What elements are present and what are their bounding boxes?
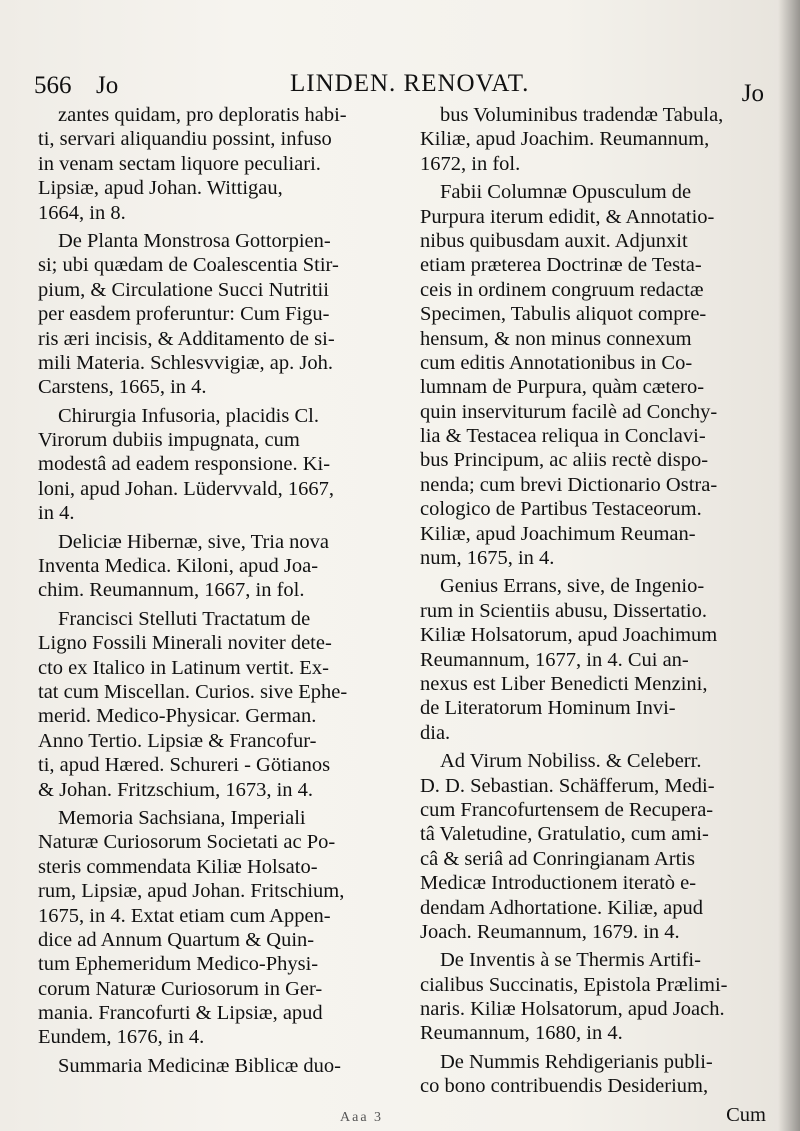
text-line: merid. Medico-Physicar. German. — [38, 705, 317, 728]
bibliography-entry — [38, 530, 406, 603]
text-line: quin inserviturum facilè ad Conchy- — [420, 400, 718, 423]
text-line: zantes quidam, pro deploratis habi- — [58, 104, 347, 126]
text-line: dendam Adhortatione. Kiliæ, apud — [420, 896, 703, 919]
text-line: Virorum dubiis impugnata, cum — [38, 429, 300, 452]
text-line: nenda; cum brevi Dictionario Ostra- — [420, 473, 718, 496]
bibliography-entry — [38, 607, 406, 802]
text-line: Eundem, 1676, in 4. — [38, 1026, 205, 1049]
text-line: cologico de Partibus Testaceorum. — [420, 498, 702, 521]
text-line: in 4. — [38, 502, 75, 525]
bibliography-entry — [420, 948, 766, 1046]
header-left-abbrev: Jo — [96, 72, 119, 99]
text-line: corum Naturæ Curiosorum in Ger- — [38, 977, 323, 1000]
text-line: dia. — [420, 721, 451, 744]
text-line: Summaria Medicinæ Biblicæ duo- — [58, 1054, 341, 1077]
text-line: Reumannum, 1677, in 4. Cui an- — [420, 648, 689, 671]
right-text-column — [420, 103, 766, 1127]
text-line: pium, & Circulatione Succi Nutritii — [38, 278, 329, 301]
text-line: in venam sectam liquore peculiari. — [38, 152, 321, 175]
bibliography-entry — [420, 103, 766, 176]
text-line: 1672, in fol. — [420, 152, 521, 175]
text-line: Carstens, 1665, in 4. — [38, 376, 207, 399]
text-line: mili Materia. Schlesvvigiæ, ap. Joh. — [38, 351, 333, 374]
text-line: bus Principum, ac aliis rectè dispo- — [420, 449, 709, 472]
text-line: etiam præterea Doctrinæ de Testa- — [420, 254, 702, 277]
text-line: cto ex Italico in Latinum vertit. Ex- — [38, 656, 329, 679]
text-line: Fabii Columnæ Opusculum de — [440, 181, 692, 204]
text-line: bus Voluminibus tradendæ Tabula, — [440, 104, 724, 126]
text-line: cum editis Annotationibus in Co- — [420, 351, 693, 374]
text-line: ti, apud Hæred. Schureri - Götianos — [38, 754, 331, 777]
text-line: lumnam de Purpura, quàm cætero- — [420, 376, 705, 399]
text-line: Deliciæ Hibernæ, sive, Tria nova — [58, 530, 330, 553]
text-line: nexus est Liber Benedicti Menzini, — [420, 672, 708, 695]
text-line: tum Ephemeridum Medico-Physi- — [38, 953, 319, 976]
bibliography-entry — [420, 1050, 766, 1099]
text-line: 1675, in 4. Extat etiam cum Appen- — [38, 904, 331, 927]
bibliography-entry — [420, 180, 766, 570]
text-line: Specimen, Tabulis aliquot compre- — [420, 303, 707, 326]
text-line: tâ Valetudine, Gratulatio, cum ami- — [420, 823, 709, 846]
text-line: cialibus Succinatis, Epistola Prælimi- — [420, 973, 728, 996]
text-line: per easdem proferuntur: Cum Figu- — [38, 303, 330, 326]
text-line: Genius Errans, sive, de Ingenio- — [440, 575, 705, 598]
text-line: Medicæ Introductionem iteratò e- — [420, 872, 697, 895]
text-line: 1664, in 8. — [38, 201, 126, 224]
running-header — [34, 62, 764, 107]
text-line: De Nummis Rehdigerianis publi- — [440, 1050, 713, 1073]
bibliography-entry — [38, 229, 406, 400]
text-line: De Planta Monstrosa Gottorpien- — [58, 229, 331, 252]
text-line: mania. Francofurti & Lipsiæ, apud — [38, 1002, 323, 1025]
text-line: cum Francofurtensem de Recupera- — [420, 798, 714, 821]
text-line: Lipsiæ, apud Johan. Wittigau, — [38, 177, 283, 200]
running-title: LINDEN. RENOVAT. — [290, 70, 530, 97]
text-line: Ligno Fossili Minerali noviter dete- — [38, 632, 332, 655]
text-line: chim. Reumannum, 1667, in fol. — [38, 579, 305, 602]
text-line: Reumannum, 1680, in 4. — [420, 1022, 623, 1045]
text-line: tat cum Miscellan. Curios. sive Ephe- — [38, 680, 348, 703]
text-line: modestâ ad eadem responsione. Ki- — [38, 453, 331, 476]
bibliography-entry — [420, 749, 766, 944]
text-line: Ad Virum Nobiliss. & Celeberr. — [440, 750, 702, 773]
bibliography-entry — [38, 103, 406, 225]
text-line: num, 1675, in 4. — [420, 547, 555, 570]
text-line: naris. Kiliæ Holsatorum, apud Joach. — [420, 998, 725, 1021]
bibliography-entry — [420, 574, 766, 745]
text-line: rum, Lipsiæ, apud Johan. Fritschium, — [38, 880, 345, 903]
page-number: 566 — [34, 72, 72, 99]
text-line: Kiliæ, apud Joachimum Reuman- — [420, 522, 696, 545]
text-line: Purpura iterum edidit, & Annotatio- — [420, 205, 715, 228]
text-line: D. D. Sebastian. Schäfferum, Medi- — [420, 774, 715, 797]
text-line: dice ad Annum Quartum & Quin- — [38, 928, 315, 951]
text-line: steris commendata Kiliæ Holsato- — [38, 855, 318, 878]
text-line: lia & Testacea reliqua in Conclavi- — [420, 425, 706, 448]
text-line: co bono contribuendis Desiderium, — [420, 1075, 709, 1098]
text-line: Inventa Medica. Kiloni, apud Joa- — [38, 555, 319, 578]
text-line: rum in Scientiis abusu, Dissertatio. — [420, 599, 707, 622]
bibliography-entry — [38, 806, 406, 1050]
text-line: câ & seriâ ad Conringianam Artis — [420, 847, 695, 870]
text-line: & Johan. Fritzschium, 1673, in 4. — [38, 778, 314, 801]
text-line: nibus quibusdam auxit. Adjunxit — [420, 229, 688, 252]
text-line: loni, apud Johan. Lüdervvald, 1667, — [38, 477, 335, 500]
left-text-column — [38, 103, 406, 1082]
text-line: ceis in ordinem congruum redactæ — [420, 278, 704, 301]
header-right-abbrev: Jo — [741, 80, 764, 107]
text-line: Kiliæ Holsatorum, apud Joachimum — [420, 624, 718, 647]
bibliography-entry — [38, 404, 406, 526]
page-gutter-shadow — [778, 0, 800, 1131]
text-line: Francisci Stelluti Tractatum de — [58, 607, 311, 630]
text-line: Joach. Reumannum, 1679. in 4. — [420, 920, 680, 943]
text-line: Memoria Sachsiana, Imperiali — [58, 806, 306, 829]
text-line: ti, servari aliquandiu possint, infuso — [38, 128, 332, 151]
text-line: si; ubi quædam de Coalescentia Stir- — [38, 254, 339, 277]
catchword: Cum — [726, 1103, 766, 1126]
signature-mark: Aaa 3 — [340, 1110, 384, 1125]
text-line: Kiliæ, apud Joachim. Reumannum, — [420, 128, 710, 151]
bibliography-entry — [38, 1054, 406, 1078]
text-line: Naturæ Curiosorum Societati ac Po- — [38, 831, 336, 854]
text-line: ris æri incisis, & Additamento de si- — [38, 327, 335, 350]
text-line: De Inventis à se Thermis Artifi- — [440, 949, 701, 972]
text-line: Chirurgia Infusoria, placidis Cl. — [58, 404, 319, 427]
text-line: de Literatorum Hominum Invi- — [420, 697, 676, 720]
text-line: Anno Tertio. Lipsiæ & Francofur- — [38, 729, 317, 752]
text-line: hensum, & non minus connexum — [420, 327, 692, 350]
